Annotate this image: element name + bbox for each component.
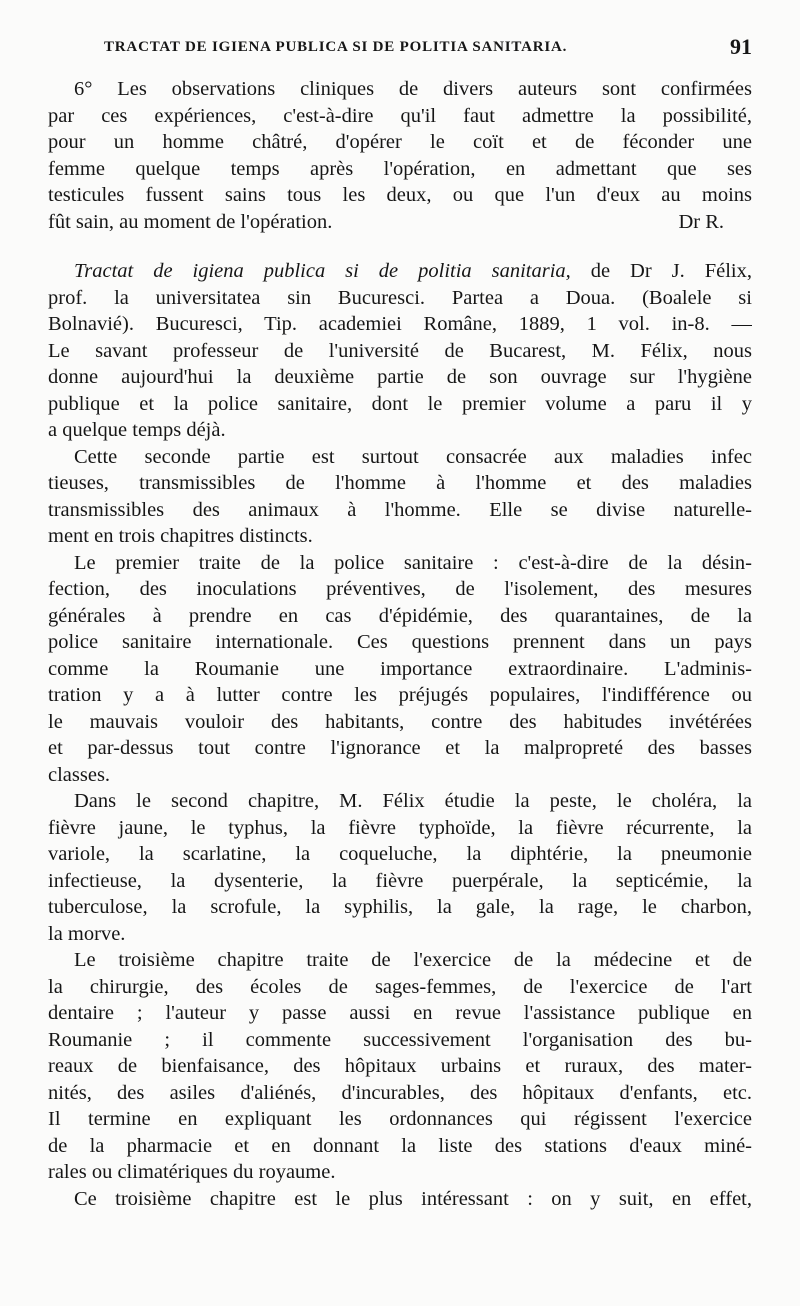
text-line: le mauvais vouloir des habitants, contre des habitudes invétérées (48, 710, 752, 733)
paragraph-second-part (48, 444, 752, 550)
closing-text: fût sain, au moment de l'opération. (48, 210, 333, 233)
text-line: Le troisième chapitre traite de l'exercice de la médecine et de (74, 949, 752, 971)
text-line: fièvre jaune, le typhus, la fièvre typhoïde, la fièvre récurrente, la (48, 816, 752, 839)
text-line: donne aujourd'hui la deuxième partie de son ouvrage sur l'hygiène (48, 366, 752, 388)
text-line: prof. la universitatea sin Bucuresci. Partea a Doua. (Boalele si (48, 286, 752, 309)
text-line (48, 209, 752, 236)
text-line: Dans le second chapitre, M. Félix étudie la peste, le choléra, la (74, 790, 752, 812)
text-line: la chirurgie, des écoles de sages-femmes, de l'exercice de l'art (48, 975, 752, 998)
text-line (48, 258, 752, 285)
text-line: la morve. (48, 922, 126, 945)
text-line: Le savant professeur de l'université de Bucarest, M. Félix, nous (48, 339, 752, 362)
text-line: femme quelque temps après l'opération, en admettant que ses (48, 157, 752, 180)
running-head: TRACTAT DE IGIENA PUBLICA SI DE POLITIA SANITARIA. (104, 39, 568, 55)
author-signature: Dr R. (678, 210, 724, 233)
text-line: Cette seconde partie est surtout consacrée aux maladies infec (74, 445, 752, 468)
text-line: par ces expériences, c'est-à-dire qu'il faut admettre la possibilité, (48, 104, 752, 127)
text-line: nités, des asiles d'aliénés, d'incurables, des hôpitaux d'enfants, etc. (48, 1081, 752, 1104)
review-author: de Dr J. Félix, (590, 260, 752, 282)
text-line: tration y a à lutter contre les préjugés populaires, l'indifférence ou (48, 684, 752, 706)
text-line: Le premier traite de la police sanitaire : c'est-à-dire de la désin- (74, 551, 752, 574)
text-line: ment en trois chapitres distincts. (48, 525, 313, 547)
text-line: transmissibles des animaux à l'homme. Elle se divise naturelle- (48, 498, 752, 521)
page-header (48, 36, 752, 60)
section-gap (48, 235, 752, 258)
text-line: police sanitaire internationale. Ces questions prennent dans un pays (48, 631, 752, 653)
text-line: classes. (48, 763, 111, 786)
text-line: fection, des inoculations préventives, de l'isolement, des mesures (48, 578, 752, 600)
text-line: pour un homme châtré, d'opérer le coït et de féconder une (48, 131, 752, 153)
text-line: de la pharmacie et en donnant la liste des stations d'eaux miné- (48, 1134, 752, 1157)
paragraph-first-chapter (48, 550, 752, 789)
text-line: a quelque temps déjà. (48, 419, 226, 441)
text-line: Il termine en expliquant les ordonnances qui régissent l'exercice (48, 1108, 752, 1130)
paragraph-observations (48, 76, 752, 235)
text-line: et par-dessus tout contre l'ignorance et la malpropreté des basses (48, 737, 752, 759)
paragraph-third-chapter-interest (48, 1186, 752, 1213)
text-line: 6° Les observations cliniques de divers auteurs sont confirmées (74, 78, 752, 100)
page-body (48, 76, 752, 1212)
text-line: publique et la police sanitaire, dont le premier volume a paru il y (48, 392, 752, 415)
text-line: testicules fussent sains tous les deux, ou que l'un d'eux au moins (48, 184, 752, 206)
text-line: infectieuse, la dysenterie, la fièvre puerpérale, la septicémie, la (48, 869, 752, 892)
text-line: reaux de bienfaisance, des hôpitaux urbains et ruraux, des mater- (48, 1055, 752, 1077)
text-line: dentaire ; l'auteur y passe aussi en revue l'assistance publique en (48, 1002, 752, 1024)
page-number: 91 (730, 34, 752, 59)
paragraph-third-chapter (48, 947, 752, 1186)
text-line: Bolnavié). Bucuresci, Tip. academiei Române, 1889, 1 vol. in-8. — (48, 313, 752, 335)
text-line: variole, la scarlatine, la coqueluche, la diphtérie, la pneumonie (48, 843, 752, 865)
text-line: générales à prendre en cas d'épidémie, des quarantaines, de la (48, 604, 752, 627)
text-line: comme la Roumanie une importance extraordinaire. L'adminis- (48, 657, 752, 680)
text-line: tieuses, transmissibles de l'homme à l'homme et des maladies (48, 472, 752, 494)
paragraph-second-chapter (48, 788, 752, 947)
text-line: tuberculose, la scrofule, la syphilis, la gale, la rage, le charbon, (48, 896, 752, 918)
paragraph-review (48, 258, 752, 444)
text-line: Ce troisième chapitre est le plus intéressant : on y suit, en effet, (74, 1187, 752, 1210)
text-line: Roumanie ; il commente successivement l'organisation des bu- (48, 1028, 752, 1051)
text-line: rales ou climatériques du royaume. (48, 1161, 336, 1183)
review-title: Tractat de igiena publica si de politia sanitaria, (74, 260, 571, 282)
